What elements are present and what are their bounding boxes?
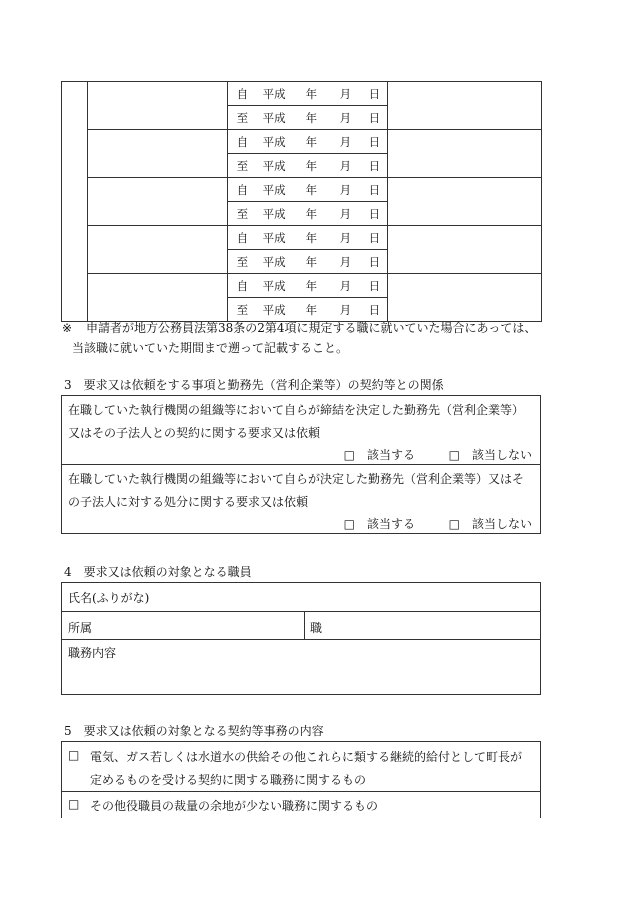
date-era: 平成 (262, 231, 286, 245)
date-day: 日 (368, 279, 381, 293)
period-remarks-cell[interactable] (388, 178, 542, 226)
date-era: 平成 (262, 87, 286, 101)
date-era: 平成 (262, 111, 286, 125)
position-field-label: 職 (310, 621, 323, 635)
period-row (62, 130, 542, 154)
period-entry-cell[interactable] (87, 274, 227, 322)
section-3-item-2-line-1: 在職していた執行機関の組織等において自らが決定した勤務先（営利企業等）又はそ (68, 472, 525, 486)
date-prefix: 至 (236, 255, 249, 269)
date-prefix: 自 (236, 135, 249, 149)
period-row (62, 82, 542, 106)
date-prefix: 至 (236, 303, 249, 317)
date-era: 平成 (262, 159, 286, 173)
period-remarks-cell[interactable] (388, 82, 542, 130)
period-entry-cell[interactable] (87, 130, 227, 178)
date-day: 日 (368, 183, 381, 197)
period-remarks-cell[interactable] (388, 130, 542, 178)
period-row (62, 178, 542, 202)
period-row (62, 226, 542, 250)
period-from-date[interactable] (227, 130, 388, 154)
date-month: 月 (339, 303, 352, 317)
date-year: 年 (305, 255, 318, 269)
section-5-item-1-line-2: 定めるものを受ける契約に関する職務に関するもの (90, 773, 367, 787)
date-day: 日 (368, 231, 381, 245)
date-month: 月 (339, 207, 352, 221)
date-year: 年 (305, 87, 318, 101)
option-not-applicable-checkbox[interactable]: □ 該当しない (448, 448, 532, 462)
period-to-date[interactable] (227, 106, 388, 130)
date-day: 日 (368, 303, 381, 317)
date-day: 日 (368, 207, 381, 221)
section-3-item-2 (61, 464, 541, 534)
section-4-title: 4 要求又は依頼の対象となる職員 (64, 565, 252, 579)
date-year: 年 (305, 231, 318, 245)
date-month: 月 (339, 135, 352, 149)
section-3-item-1-options (344, 446, 532, 463)
period-from-date[interactable] (227, 274, 388, 298)
date-year: 年 (305, 111, 318, 125)
date-day: 日 (368, 159, 381, 173)
name-field-label: 氏名(ふりがな) (68, 591, 150, 605)
option-not-applicable-checkbox[interactable]: □ 該当しない (448, 517, 532, 531)
date-prefix: 自 (236, 231, 249, 245)
note-mark: ※ (62, 321, 73, 335)
period-remarks-cell[interactable] (388, 226, 542, 274)
section-5-item-1-checkbox[interactable]: □ (68, 748, 80, 762)
date-month: 月 (339, 231, 352, 245)
date-prefix: 至 (236, 111, 249, 125)
date-prefix: 自 (236, 87, 249, 101)
note-line-1: 申請者が地方公務員法第38条の2第4項に規定する職に就いていた場合にあっては、 (86, 321, 537, 335)
period-row (62, 274, 542, 298)
date-year: 年 (305, 303, 318, 317)
date-era: 平成 (262, 183, 286, 197)
duty-field-label: 職務内容 (68, 646, 117, 660)
section-4-table (61, 582, 541, 695)
date-era: 平成 (262, 255, 286, 269)
date-year: 年 (305, 207, 318, 221)
section-3-item-2-options (344, 515, 532, 532)
date-day: 日 (368, 135, 381, 149)
period-entry-cell[interactable] (87, 226, 227, 274)
period-to-date[interactable] (227, 202, 388, 226)
period-remarks-cell[interactable] (388, 274, 542, 322)
section-5-table (61, 741, 541, 818)
period-entry-cell[interactable] (87, 178, 227, 226)
option-applicable-checkbox[interactable]: □ 該当する (343, 517, 415, 531)
date-day: 日 (368, 255, 381, 269)
date-era: 平成 (262, 207, 286, 221)
date-prefix: 至 (236, 159, 249, 173)
date-era: 平成 (262, 303, 286, 317)
date-year: 年 (305, 279, 318, 293)
date-prefix: 至 (236, 207, 249, 221)
date-year: 年 (305, 159, 318, 173)
date-year: 年 (305, 135, 318, 149)
date-prefix: 自 (236, 279, 249, 293)
date-year: 年 (305, 183, 318, 197)
date-month: 月 (339, 87, 352, 101)
section-5-title: 5 要求又は依頼の対象となる契約等事務の内容 (64, 724, 324, 738)
section-3-item-1-line-1: 在職していた執行機関の組織等において自らが締結を決定した勤務先（営利企業等） (68, 403, 525, 417)
date-prefix: 自 (236, 183, 249, 197)
period-to-date[interactable] (227, 250, 388, 274)
section-3-item-1-line-2: 又はその子法人との契約に関する要求又は依頼 (68, 426, 321, 440)
date-era: 平成 (262, 135, 286, 149)
date-month: 月 (339, 111, 352, 125)
period-table (61, 81, 542, 322)
section-5-item-2-checkbox[interactable]: □ (68, 797, 80, 811)
period-from-date[interactable] (227, 178, 388, 202)
date-day: 日 (368, 111, 381, 125)
period-to-date[interactable] (227, 154, 388, 178)
note-line-2: 当該職に就いていた期間まで遡って記載すること。 (72, 341, 349, 355)
section-5-item-1-line-1: 電気、ガス若しくは水道水の供給その他これらに類する継続的給付として町長が (90, 750, 523, 764)
date-month: 月 (339, 255, 352, 269)
department-field-label: 所属 (68, 621, 93, 635)
section-3-item-1 (61, 395, 541, 465)
date-era: 平成 (262, 279, 286, 293)
period-entry-cell[interactable] (87, 82, 227, 130)
section-5-item-2-line-1: その他役職員の裁量の余地が少ない職務に関するもの (90, 799, 379, 813)
date-month: 月 (339, 159, 352, 173)
date-month: 月 (339, 183, 352, 197)
period-label-column (62, 82, 88, 322)
period-from-date[interactable] (227, 82, 388, 106)
date-day: 日 (368, 87, 381, 101)
period-from-date[interactable] (227, 226, 388, 250)
section-3-item-2-line-2: の子法人に対する処分に関する要求又は依頼 (68, 495, 309, 509)
option-applicable-checkbox[interactable]: □ 該当する (343, 448, 415, 462)
date-month: 月 (339, 279, 352, 293)
section-3-title: 3 要求又は依頼をする事項と勤務先（営利企業等）の契約等との関係 (64, 378, 444, 392)
